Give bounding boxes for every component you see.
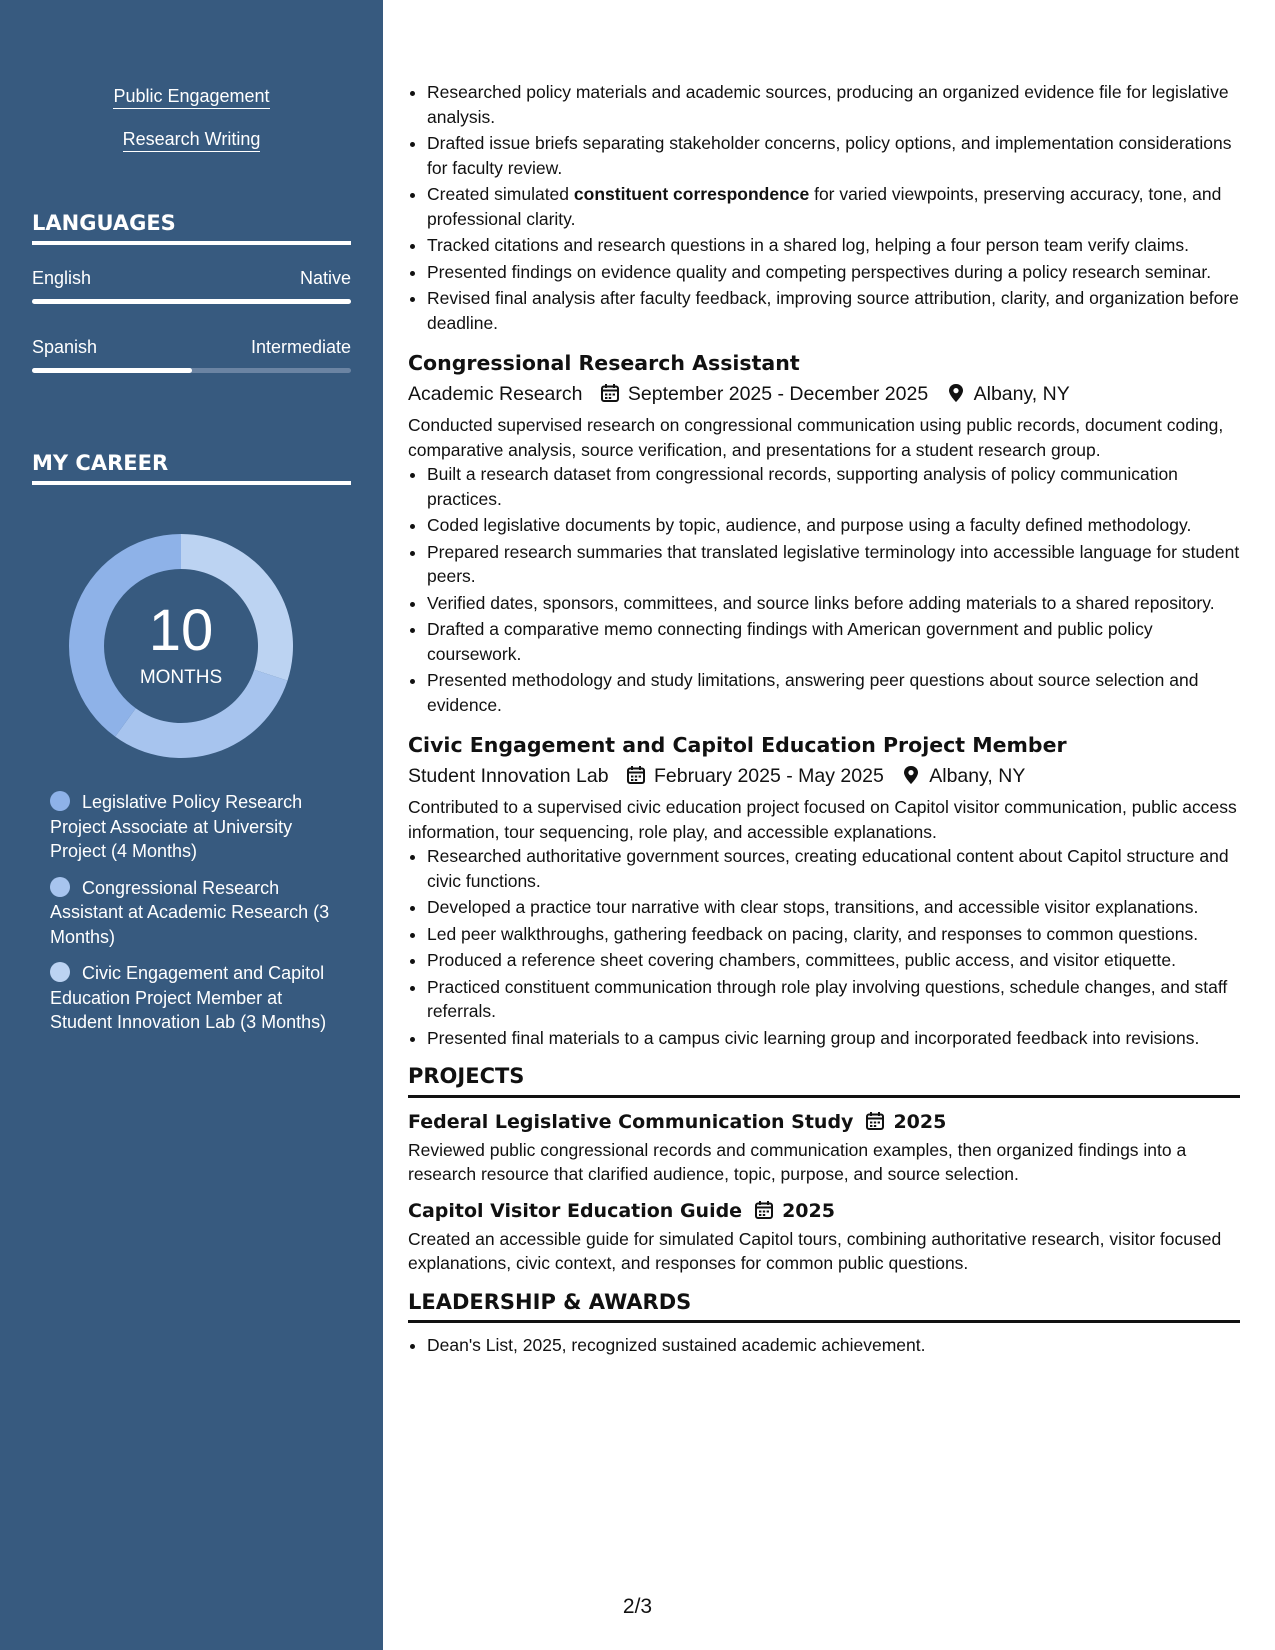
projects-heading: PROJECTS	[408, 1064, 1240, 1098]
bullet-item: • Built a research dataset from congressional records, supporting analysis of policy communication practices.	[427, 462, 1240, 511]
career-dot-icon	[50, 791, 70, 811]
calendar-icon	[626, 765, 646, 785]
language-english	[32, 268, 351, 289]
language-bar-fill	[32, 368, 192, 373]
career-dot-icon	[50, 962, 70, 982]
job-meta	[408, 379, 1240, 409]
bullet-item: • Presented findings on evidence quality and competing perspectives during a policy research seminar.	[427, 260, 1240, 285]
bullet-item: • Presented final materials to a campus civic learning group and incorporated feedback into revisions.	[427, 1026, 1240, 1051]
project-description: Reviewed public congressional records and communication examples, then organized findings into a research resource that clarified audience, topic, purpose, and source selection.	[408, 1139, 1187, 1184]
job-org: Academic Research	[408, 383, 583, 405]
career-heading: MY CAREER	[32, 451, 351, 485]
bullet-item: • Coded legislative documents by topic, audience, and purpose using a faculty defined methodology.	[427, 513, 1240, 538]
bullet-item: • Developed a practice tour narrative with clear stops, transitions, and accessible visitor explanations.	[427, 895, 1240, 920]
bullet-item: • Drafted issue briefs separating stakeholder concerns, policy options, and implementation considerations for faculty review.	[427, 131, 1240, 180]
job-meta	[408, 761, 1240, 791]
skill-research-writing: Research Writing	[0, 129, 383, 150]
bullet-item: • Drafted a comparative memo connecting findings with American government and public policy coursework.	[427, 617, 1240, 666]
leadership-heading: LEADERSHIP & AWARDS	[408, 1290, 1240, 1324]
job-location: Albany, NY	[973, 383, 1070, 405]
job-title: Congressional Research Assistant	[408, 351, 800, 375]
language-bar-spanish	[32, 368, 351, 373]
job-description: Conducted supervised research on congressional communication using public records, document coding, comparative analysis, source verification, and presentations for a student research group.	[408, 415, 1224, 460]
bullet-item: • Dean's List, 2025, recognized sustained academic achievement.	[427, 1333, 1240, 1358]
previous-job-bullets	[408, 80, 1240, 335]
sidebar	[0, 0, 383, 1650]
project-description: Created an accessible guide for simulated Capitol tours, combining authoritative research, visitor focused explanations, civic context, and responses for common public questions.	[408, 1228, 1222, 1273]
job-dates: February 2025 - May 2025	[654, 765, 884, 787]
bullet-item: • Researched authoritative government sources, creating educational content about Capitol structure and civic functions.	[427, 844, 1240, 893]
project-year: 2025	[782, 1199, 835, 1222]
language-level: Intermediate	[250, 337, 351, 357]
language-bar-fill	[32, 299, 351, 304]
bold-phrase: constituent correspondence	[573, 184, 810, 204]
job-entry	[408, 731, 1240, 1050]
project-title: Federal Legislative Communication Study 2025	[408, 1110, 947, 1133]
career-total-months: 10	[148, 598, 214, 663]
languages-heading: LANGUAGES	[32, 211, 351, 245]
bullet-item: • Created simulated constituent correspondence for varied viewpoints, preserving accuracy, tone, and professional clarity.	[427, 182, 1240, 231]
leadership-bullets	[408, 1333, 1240, 1358]
job-location: Albany, NY	[929, 765, 1026, 787]
job-dates: September 2025 - December 2025	[627, 383, 929, 405]
language-name: English	[32, 268, 92, 288]
main-content	[408, 80, 1240, 1360]
skill-public-engagement: Public Engagement	[0, 86, 383, 107]
career-dot-icon	[50, 877, 70, 897]
career-months-label: MONTHS	[139, 667, 223, 688]
project-year: 2025	[893, 1110, 947, 1133]
job-bullets	[408, 462, 1240, 717]
language-bar-english	[32, 299, 351, 304]
bullet-item: • Researched policy materials and academic sources, producing an organized evidence file for legislative analysis.	[427, 80, 1240, 129]
project-entry	[408, 1197, 1240, 1276]
career-donut-chart	[58, 523, 304, 769]
calendar-icon	[600, 383, 620, 403]
job-title: Civic Engagement and Capitol Education Project Member	[408, 733, 1067, 757]
location-pin-icon	[946, 383, 966, 403]
bullet-item: • Tracked citations and research questions in a shared log, helping a four person team verify claims.	[427, 233, 1240, 258]
job-description: Contributed to a supervised civic education project focused on Capitol visitor communication, public access information, tour sequencing, role play, and accessible explanations.	[408, 797, 1237, 842]
language-level: Native	[299, 268, 351, 288]
bullet-item: • Revised final analysis after faculty feedback, improving source attribution, clarity, and organization before deadline.	[427, 286, 1240, 335]
job-bullets	[408, 844, 1240, 1050]
project-entry	[408, 1108, 1240, 1187]
bullet-item: • Practiced constituent communication through role play involving questions, schedule changes, and staff referrals.	[427, 975, 1240, 1024]
bullet-item: • Presented methodology and study limitations, answering peer questions about source selection and evidence.	[427, 668, 1240, 717]
bullet-item: • Prepared research summaries that translated legislative terminology into accessible language for student peers.	[427, 540, 1240, 589]
calendar-icon	[865, 1111, 885, 1131]
career-item: Legislative Policy Research Project Associate at University Project (4 Months)	[50, 792, 303, 861]
page-number: 2/3	[622, 1595, 653, 1618]
project-title: Capitol Visitor Education Guide 2025	[408, 1199, 835, 1222]
bullet-item: • Led peer walkthroughs, gathering feedback on pacing, clarity, and responses to common questions.	[427, 922, 1240, 947]
bullet-item: • Produced a reference sheet covering chambers, committees, public access, and visitor etiquette.	[427, 948, 1240, 973]
location-pin-icon	[901, 765, 921, 785]
job-entry	[408, 349, 1240, 717]
language-name: Spanish	[32, 337, 98, 357]
career-list	[50, 790, 340, 1047]
career-item: Civic Engagement and Capitol Education Project Member at Student Innovation Lab (3 Months)	[50, 963, 327, 1032]
job-org: Student Innovation Lab	[408, 765, 609, 787]
language-spanish	[32, 337, 351, 358]
calendar-icon	[754, 1200, 774, 1220]
bullet-item: • Verified dates, sponsors, committees, and source links before adding materials to a shared repository.	[427, 591, 1240, 616]
career-item: Congressional Research Assistant at Academic Research (3 Months)	[50, 877, 330, 947]
